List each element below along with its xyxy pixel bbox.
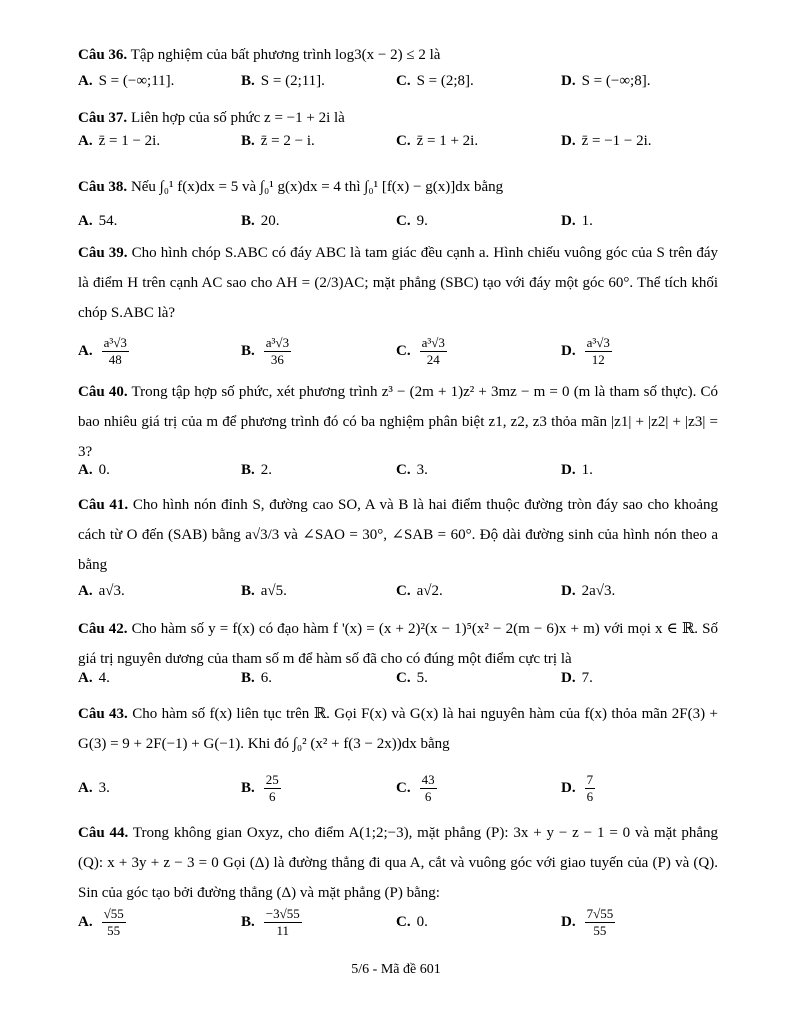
option-a[interactable]: A. 0. (78, 462, 110, 478)
option-d[interactable]: D. $\frac{7√55}{55}$ (561, 906, 614, 938)
option-b[interactable]: B. 6. (241, 670, 273, 686)
option-d[interactable]: D. 1. (561, 213, 593, 229)
question-label: Câu 38. (78, 179, 128, 195)
question-stem: Liên hợp của số phức z = −1 + 2i là (130, 110, 345, 126)
option-d[interactable]: D. 2a√3. (561, 583, 616, 599)
option-a[interactable]: A. S = (−∞;11]. (78, 73, 175, 89)
question-label: Câu 39. (78, 245, 128, 261)
question-stem: Cho hàm số y = f(x) có đạo hàm f '(x) = (x + 2)²(x − 1)⁵(x² − 2(m − 6)x + m) với mọi x ∈ ℝ. Số giá trị nguyên dương của tham số m để hàm số đã cho có đúng một điểm cực trị là (78, 621, 718, 667)
options-36 (78, 73, 718, 99)
option-c[interactable]: C. $\frac{\text{a³√3}}{24}$ (396, 335, 445, 367)
question-label: Câu 41. (78, 497, 129, 513)
option-a[interactable]: A. 3. (78, 780, 110, 796)
option-a[interactable]: A. $\frac{√55}{55}$ (78, 906, 124, 938)
option-d[interactable]: D. 1. (561, 462, 593, 478)
option-b[interactable]: B. 2. (241, 462, 273, 478)
question-label: Câu 44. (78, 825, 129, 841)
question-label: Câu 36. (78, 47, 128, 63)
options-41 (78, 583, 718, 609)
option-c[interactable]: C. z̄ = 1 + 2i. (396, 133, 479, 149)
question-label: Câu 40. (78, 384, 128, 400)
option-c[interactable]: C. $\frac{43}{6}$ (396, 772, 435, 804)
page-footer: 5/6 - Mã đề 601 (351, 962, 441, 977)
question-stem: Cho hình chóp S.ABC có đáy ABC là tam giác đều cạnh a. Hình chiếu vuông góc của S trên đáy là điểm H trên cạnh AC sao cho AH = (2/3)AC; mặt phẳng (SBC) tạo với đáy một góc 60°. Thể tích khối chóp S.ABC là? (78, 245, 718, 321)
option-c[interactable]: C. 9. (396, 213, 428, 229)
option-b[interactable]: B. z̄ = 2 − i. (241, 133, 315, 149)
options-44 (78, 906, 718, 946)
option-c[interactable]: C. a√2. (396, 583, 443, 599)
option-c[interactable]: C. 5. (396, 670, 428, 686)
question-stem: Nếu ∫₀¹ f(x)dx = 5 và ∫₀¹ g(x)dx = 4 thì ∫₀¹ [f(x) − g(x)]dx bằng (130, 179, 504, 195)
option-d[interactable]: D. $\frac{\text{a³√3}}{12}$ (561, 335, 610, 367)
question-stem: Tập nghiệm của bất phương trình log3(x − 2) ≤ 2 là (130, 47, 441, 63)
option-a[interactable]: A. a√3. (78, 583, 125, 599)
option-d[interactable]: D. S = (−∞;8]. (561, 73, 651, 89)
options-42 (78, 670, 718, 696)
question-39 (78, 238, 718, 328)
options-38 (78, 213, 718, 239)
option-a[interactable]: A. z̄ = 1 − 2i. (78, 133, 161, 149)
option-b[interactable]: B. $\frac{25}{6}$ (241, 772, 279, 804)
option-b[interactable]: B. 20. (241, 213, 280, 229)
question-43 (78, 699, 718, 759)
option-b[interactable]: B. $\frac{-3√55}{11}$ (241, 906, 300, 938)
option-c[interactable]: C. 3. (396, 462, 428, 478)
option-c[interactable]: C. 0. (396, 914, 428, 930)
option-b[interactable]: B. S = (2;11]. (241, 73, 325, 89)
option-b[interactable]: B. $\frac{\text{a³√3}}{36}$ (241, 335, 290, 367)
options-40 (78, 462, 718, 488)
question-38 (78, 172, 718, 202)
option-a[interactable]: A. $\frac{\text{a³√3}}{48}$ (78, 335, 127, 367)
option-a[interactable]: A. 4. (78, 670, 110, 686)
question-stem: Cho hình nón đỉnh S, đường cao SO, A và B là hai điểm thuộc đường tròn đáy sao cho khoảng cách từ O đến (SAB) bằng a√3/3 và ∠SAO = 30°, ∠SAB = 60°. Độ dài đường sinh của hình nón theo a bằng (78, 497, 718, 573)
question-label: Câu 37. (78, 110, 128, 126)
option-a[interactable]: A. 54. (78, 213, 118, 229)
question-41 (78, 490, 718, 580)
question-37 (78, 103, 718, 133)
question-42 (78, 614, 718, 674)
options-39 (78, 335, 718, 371)
question-40 (78, 377, 718, 467)
options-37 (78, 133, 718, 159)
question-label: Câu 43. (78, 706, 128, 722)
question-44 (78, 818, 718, 908)
question-stem: Cho hàm số f(x) liên tục trên ℝ. Gọi F(x) và G(x) là hai nguyên hàm của f(x) thỏa mãn 2F(3) + G(3) = 9 + 2F(−1) + G(−1). Khi đó ∫₀² (x² + f(3 − 2x))dx bằng (78, 706, 718, 752)
question-stem: Trong không gian Oxyz, cho điểm A(1;2;−3), mặt phẳng (P): 3x + y − z − 1 = 0 và mặt phẳng (Q): x + 3y + z − 3 = 0 Gọi (Δ) là đường thẳng đi qua A, cắt và vuông góc với giao tuyến của (P) và (Q). Sin của góc tạo bởi đường thẳng (Δ) và mặt phẳng (P) bằng: (78, 825, 718, 901)
question-label: Câu 42. (78, 621, 128, 637)
option-d[interactable]: D. $\frac{7}{6}$ (561, 772, 594, 804)
option-c[interactable]: C. S = (2;8]. (396, 73, 474, 89)
option-b[interactable]: B. a√5. (241, 583, 287, 599)
option-d[interactable]: D. z̄ = −1 − 2i. (561, 133, 652, 149)
question-36 (78, 40, 718, 70)
option-d[interactable]: D. 7. (561, 670, 593, 686)
question-stem: Trong tập hợp số phức, xét phương trình z³ − (2m + 1)z² + 3mz − m = 0 (m là tham số thực). Có bao nhiêu giá trị của m để phương trình đó có ba nghiệm phân biệt z1, z2, z3 thỏa mãn |z1| + |z2| + |z3| = 3? (78, 384, 718, 460)
options-43 (78, 772, 718, 812)
